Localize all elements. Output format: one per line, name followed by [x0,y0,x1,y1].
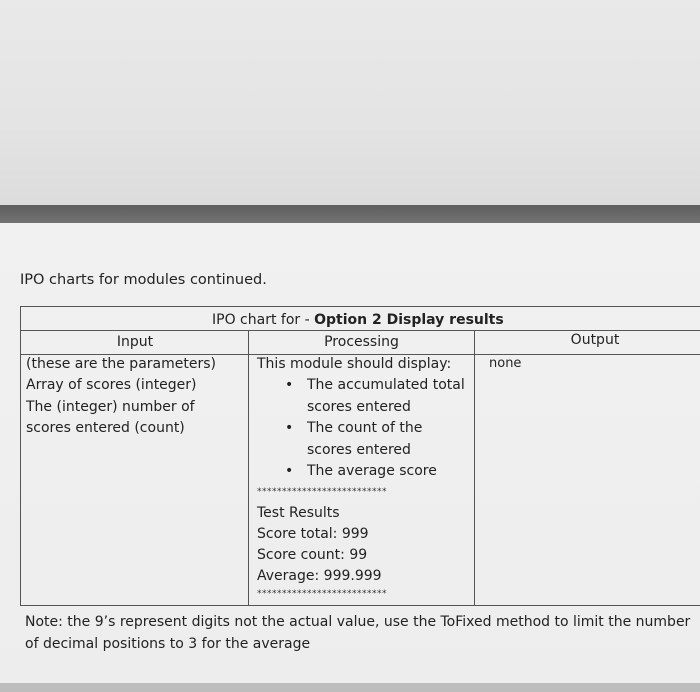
test-score-count: Score count: 99 [257,547,368,563]
test-results-heading: Test Results [257,505,340,521]
note-text: Note: the 9’s represent digits not the actual value, use the ToFixed method to limit the number of decimal positions to 3 for the average [25,614,691,652]
input-line: The (integer) number of [26,399,195,415]
title-row-rule [20,330,700,331]
processing-bullet-line: The average score [307,463,437,479]
processing-bullet-line: scores entered [307,442,411,458]
bullet-point: • [285,377,294,393]
input-processing-divider [248,330,249,606]
processing-bullet-line: scores entered [307,399,411,415]
star-separator: ************************** [257,487,387,497]
chart-title-prefix: IPO chart for - [212,312,310,328]
input-line: (these are the parameters) [26,356,216,372]
chart-title-module: Option 2 Display results [314,312,504,328]
bottom-strip [0,683,700,692]
output-header: Output [570,332,620,348]
test-average: Average: 999.999 [257,568,382,584]
input-header: Input [116,334,154,350]
top-background [0,0,700,205]
processing-header: Processing [324,334,399,350]
input-line: scores entered (count) [26,420,185,436]
processing-bullet-line: The count of the [307,420,423,436]
star-separator: ************************** [257,589,387,599]
section-heading: IPO charts for modules continued. [20,272,267,288]
bullet-point: • [285,463,294,479]
output-value: none [489,356,522,371]
header-row-rule [20,354,700,355]
processing-bullet-line: The accumulated total [307,377,465,393]
bullet-point: • [285,420,294,436]
chart-title [212,312,504,328]
divider-bar [0,205,700,223]
processing-output-divider [474,330,475,606]
input-line: Array of scores (integer) [26,377,197,393]
test-score-total: Score total: 999 [257,526,369,542]
processing-intro: This module should display: [257,356,452,372]
